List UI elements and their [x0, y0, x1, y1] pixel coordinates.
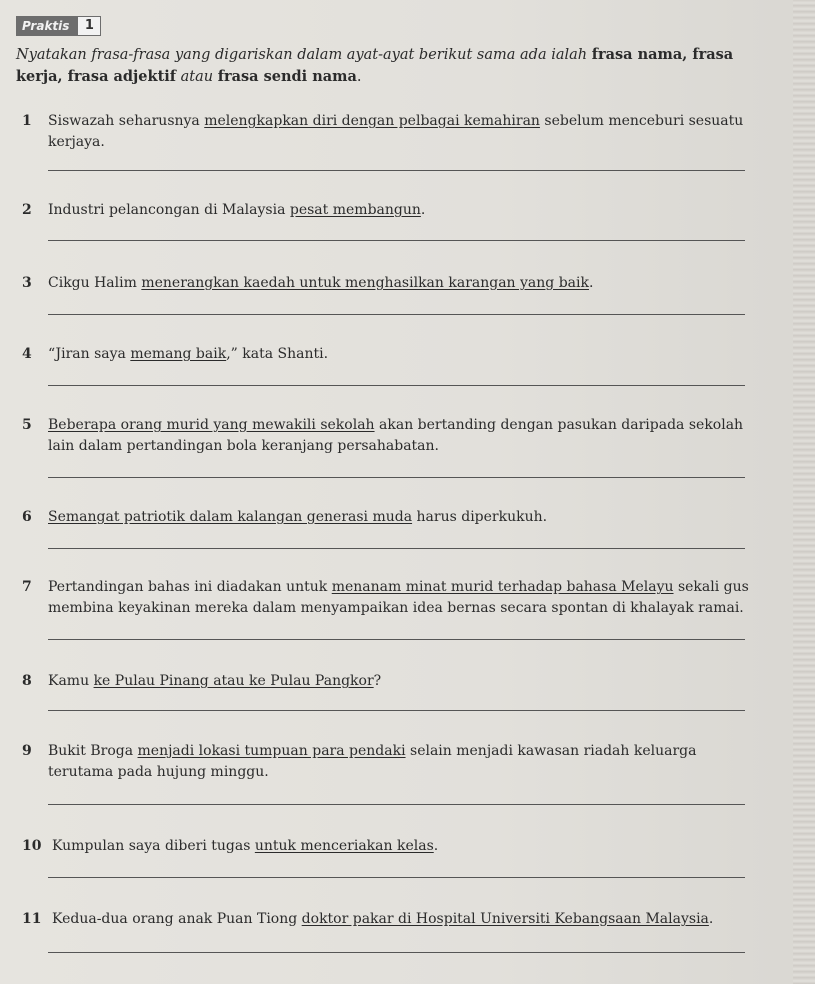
question-post: harus diperkukuh.	[412, 509, 548, 525]
answer-line-4[interactable]	[48, 385, 745, 386]
question-text	[52, 909, 752, 930]
question-3	[22, 273, 752, 294]
question-pre: Kumpulan saya diberi tugas	[52, 838, 255, 854]
question-pre: Pertandingan bahas ini diadakan untuk	[48, 579, 332, 595]
answer-line-8[interactable]	[48, 710, 745, 711]
question-pre: Siswazah seharusnya	[48, 113, 205, 129]
badge-number: 1	[77, 16, 101, 36]
question-2	[22, 200, 752, 221]
underlined-phrase: menanam minat murid terhadap bahasa Melayu	[331, 579, 674, 595]
underlined-phrase: Beberapa orang murid yang mewakili sekolah	[48, 417, 375, 433]
underlined-phrase: menerangkan kaedah untuk menghasilkan karangan yang baik	[141, 275, 589, 291]
question-post: sekali gus membina keyakinan mereka dalam menyampaikan idea bernas secara spontan di khalayak ramai.	[48, 579, 749, 616]
question-number: 8	[22, 673, 32, 689]
question-text	[48, 507, 752, 528]
question-number: 3	[22, 275, 32, 291]
instruction-part5: .	[356, 69, 362, 85]
question-post: ?	[373, 673, 382, 689]
question-pre: Bukit Broga	[48, 743, 138, 759]
page-edge	[793, 0, 815, 984]
instruction-part4: frasa sendi nama	[217, 68, 357, 85]
question-post: .	[708, 911, 714, 927]
question-4	[22, 344, 752, 365]
question-post: .	[588, 275, 594, 291]
question-text	[48, 273, 752, 294]
question-post: sebelum menceburi sesuatu kerjaya.	[48, 113, 744, 150]
question-9	[22, 741, 752, 783]
underlined-phrase: ke Pulau Pinang atau ke Pulau Pangkor	[93, 673, 374, 689]
question-1	[22, 111, 752, 153]
underlined-phrase: doktor pakar di Hospital Universiti Kebangsaan Malaysia	[301, 911, 709, 927]
question-post: akan bertanding dengan pasukan daripada sekolah lain dalam pertandingan bola keranjang persahabatan.	[48, 417, 744, 454]
question-pre: Industri pelancongan di Malaysia	[48, 202, 290, 218]
underlined-phrase: menjadi lokasi tumpuan para pendaki	[137, 743, 406, 759]
question-post: .	[433, 838, 439, 854]
instruction-part2: frasa nama, frasa kerja, frasa adjektif	[16, 46, 734, 85]
question-text	[48, 741, 752, 783]
answer-line-11[interactable]	[48, 952, 745, 953]
question-text	[48, 577, 752, 619]
answer-line-5[interactable]	[48, 477, 745, 478]
question-number: 1	[22, 113, 32, 129]
answer-line-10[interactable]	[48, 877, 745, 878]
question-text	[48, 415, 752, 457]
question-text	[52, 836, 752, 857]
question-pre: Kedua-dua orang anak Puan Tiong	[52, 911, 302, 927]
question-number: 7	[22, 579, 32, 595]
question-5	[22, 415, 752, 457]
answer-line-9[interactable]	[48, 804, 745, 805]
instruction-part1: Nyatakan frasa-frasa yang digariskan dalam ayat-ayat berikut sama ada ialah	[16, 47, 592, 63]
answer-line-3[interactable]	[48, 314, 745, 315]
question-text	[48, 200, 752, 221]
question-11	[22, 909, 752, 930]
underlined-phrase: pesat membangun	[289, 202, 421, 218]
question-text	[48, 344, 752, 365]
question-7	[22, 577, 752, 619]
instruction-part3: atau	[176, 69, 218, 85]
answer-line-7[interactable]	[48, 639, 745, 640]
underlined-phrase: Semangat patriotik dalam kalangan generasi muda	[48, 509, 413, 525]
question-post: selain menjadi kawasan riadah keluarga terutama pada hujung minggu.	[48, 743, 697, 780]
section-badge	[16, 16, 101, 36]
underlined-phrase: melengkapkan diri dengan pelbagai kemahiran	[204, 113, 540, 129]
instruction-text	[16, 44, 751, 88]
question-pre: “Jiran saya	[48, 346, 131, 362]
answer-line-2[interactable]	[48, 240, 745, 241]
question-pre: Cikgu Halim	[48, 275, 142, 291]
question-number: 4	[22, 346, 32, 362]
answer-line-6[interactable]	[48, 548, 745, 549]
question-text	[48, 111, 752, 153]
question-6	[22, 507, 752, 528]
question-post: .	[420, 202, 426, 218]
question-number: 10	[22, 838, 42, 854]
question-10	[22, 836, 752, 857]
underlined-phrase: memang baik	[130, 346, 227, 362]
question-number: 9	[22, 743, 32, 759]
question-number: 5	[22, 417, 32, 433]
question-number: 6	[22, 509, 32, 525]
badge-label: Praktis	[16, 16, 77, 36]
answer-line-1[interactable]	[48, 170, 745, 171]
question-8	[22, 671, 752, 692]
question-pre: Kamu	[48, 673, 94, 689]
question-text	[48, 671, 752, 692]
question-post: ,” kata Shanti.	[226, 346, 329, 362]
underlined-phrase: untuk menceriakan kelas	[254, 838, 434, 854]
question-number: 2	[22, 202, 32, 218]
question-number: 11	[22, 911, 42, 927]
